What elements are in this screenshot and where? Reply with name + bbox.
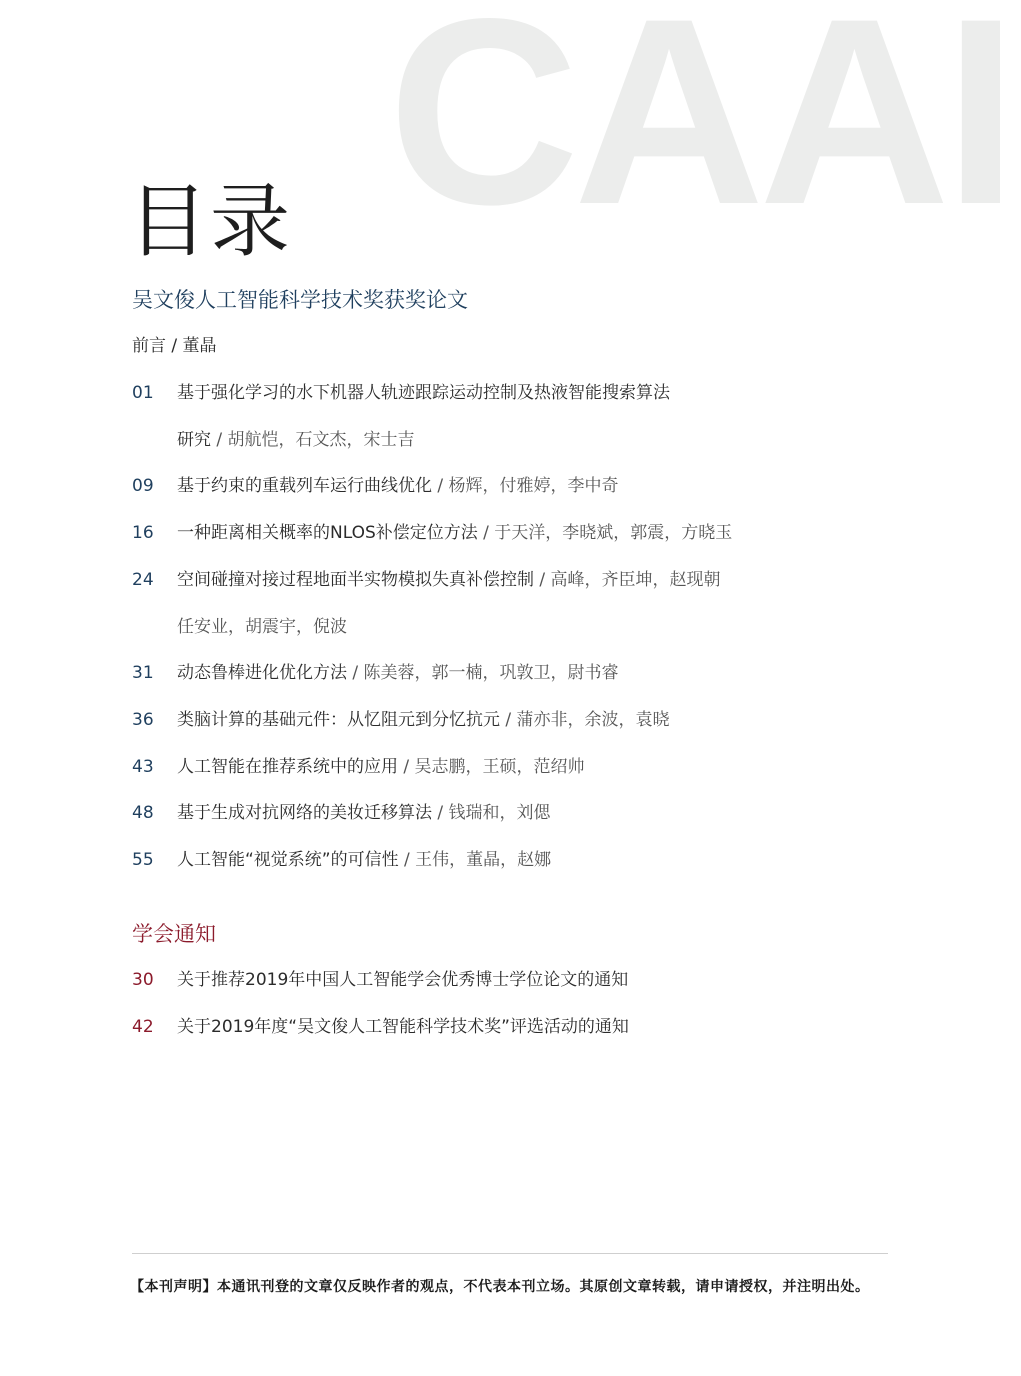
toc-entry[interactable] — [132, 759, 585, 776]
footer-divider — [132, 1253, 888, 1254]
toc-entry[interactable] — [132, 478, 619, 495]
page-number: 55 — [132, 850, 154, 870]
entry-authors: / 王伟，董晶，赵娜 — [398, 850, 552, 870]
page-title: 目录 — [128, 174, 292, 268]
entry-title: 基于约束的重载列车运行曲线优化 — [177, 476, 432, 496]
toc-entry[interactable] — [132, 525, 732, 542]
journal-statement: 【本刊声明】本通讯刊登的文章仅反映作者的观点，不代表本刊立场。其原创文章转载，请申请授权，并注明出处。 — [130, 1279, 870, 1295]
entry-title: 人工智能“视觉系统”的可信性 — [177, 850, 399, 870]
page-number: 31 — [132, 663, 154, 683]
page-number: 16 — [132, 523, 154, 543]
caai-watermark: CAAI — [388, 0, 1012, 260]
entry-authors: / 高峰，齐臣坤，赵现朝 — [534, 570, 721, 590]
toc-entry[interactable] — [132, 665, 619, 682]
page-number: 42 — [132, 1017, 154, 1037]
toc-entry[interactable] — [132, 712, 670, 729]
page-number: 09 — [132, 476, 154, 496]
page-number: 48 — [132, 803, 154, 823]
entry-authors: / 杨辉，付雅婷，李中奇 — [432, 476, 619, 496]
notice-entry[interactable] — [132, 1019, 629, 1036]
toc-entry[interactable] — [132, 385, 670, 402]
section-heading-award-papers: 吴文俊人工智能科学技术奖获奖论文 — [132, 288, 468, 312]
toc-entry-continuation[interactable] — [177, 619, 347, 636]
page-number: 43 — [132, 757, 154, 777]
entry-title: 关于2019年度“吴文俊人工智能科学技术奖”评选活动的通知 — [177, 1017, 629, 1037]
page-number: 01 — [132, 383, 154, 403]
toc-entry[interactable] — [132, 805, 551, 822]
entry-title: 空间碰撞对接过程地面半实物模拟失真补偿控制 — [177, 570, 534, 590]
page-number: 24 — [132, 570, 154, 590]
page-number: 36 — [132, 710, 154, 730]
entry-title: 一种距离相关概率的NLOS补偿定位方法 — [177, 523, 478, 543]
entry-title: 关于推荐2019年中国人工智能学会优秀博士学位论文的通知 — [177, 970, 629, 990]
entry-title: 人工智能在推荐系统中的应用 — [177, 757, 398, 777]
entry-title: 动态鲁棒进化优化方法 — [177, 663, 347, 683]
toc-entry-continuation[interactable] — [177, 432, 415, 449]
toc-entry[interactable] — [132, 852, 551, 869]
entry-title-continuation: 研究 — [177, 430, 211, 450]
section-heading-notices: 学会通知 — [132, 922, 216, 946]
entry-title: 类脑计算的基础元件：从忆阻元到分忆抗元 — [177, 710, 500, 730]
entry-title: 基于生成对抗网络的美妆迁移算法 — [177, 803, 432, 823]
entry-authors-continuation: 任安业，胡震宇，倪波 — [177, 617, 347, 637]
entry-authors: / 蒲亦非，余波，袁晓 — [500, 710, 670, 730]
page-number: 30 — [132, 970, 154, 990]
entry-authors: / 钱瑞和，刘偲 — [432, 803, 551, 823]
entry-authors: / 胡航恺，石文杰，宋士吉 — [211, 430, 415, 450]
entry-authors: / 吴志鹏，王硕，范绍帅 — [398, 757, 585, 777]
entry-authors: / 于天洋，李晓斌，郭震，方晓玉 — [477, 523, 733, 543]
toc-entry[interactable] — [132, 572, 721, 589]
notice-entry[interactable] — [132, 972, 628, 989]
preface-entry[interactable]: 前言 / 董晶 — [132, 336, 217, 356]
entry-title: 基于强化学习的水下机器人轨迹跟踪运动控制及热液智能搜索算法 — [177, 383, 670, 403]
entry-authors: / 陈美蓉，郭一楠，巩敦卫，尉书睿 — [347, 663, 619, 683]
